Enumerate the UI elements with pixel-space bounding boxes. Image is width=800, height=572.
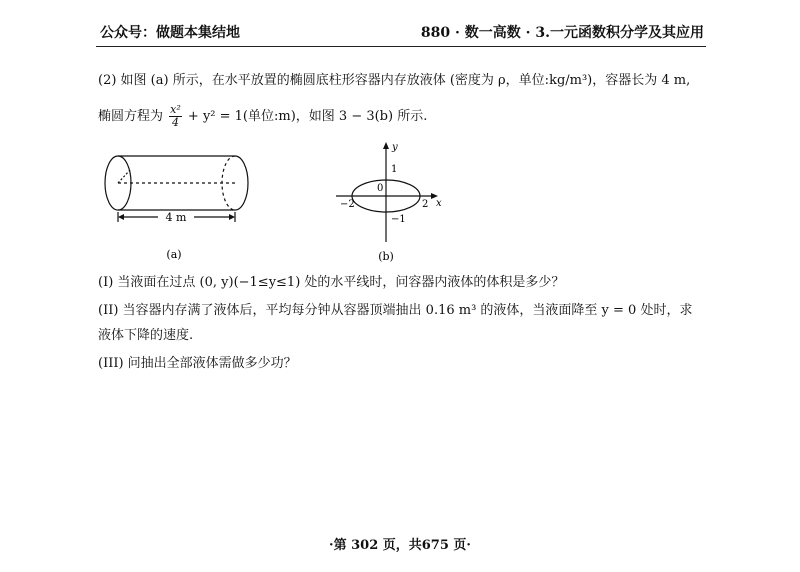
page-footer: ·第 302 页，共675 页· [329, 538, 471, 553]
y-bottom-label: −1 [391, 214, 406, 225]
page-header [96, 22, 706, 47]
header-left-text: 公众号：做题本集结地 [100, 25, 240, 41]
cylinder-inner-dashed [118, 170, 130, 183]
x-axis-label: x [436, 198, 442, 209]
problem-intro-line2 [98, 104, 427, 129]
header-right-text: 880 · 数一高数 · 3.一元函数积分学及其应用 [420, 25, 704, 41]
x-right-label: 2 [422, 199, 429, 210]
origin-label: 0 [377, 183, 384, 194]
dimension-arrow-left [118, 214, 124, 220]
length-label: 4 m [165, 211, 187, 224]
fraction-denominator: 4 [171, 116, 179, 129]
figure-a-cylinder [100, 150, 260, 262]
ellipse-fraction [169, 104, 182, 129]
y-axis-label: y [392, 142, 398, 153]
x-left-label: −2 [340, 199, 355, 210]
y-top-label: 1 [391, 164, 398, 175]
figure-b-ellipse [336, 140, 448, 264]
problem-intro-line1: (2) 如图 (a) 所示，在水平放置的椭圆底柱形容器内存放液体 (密度为 ρ，单位:kg/m³)，容器长为 4 m, [98, 73, 691, 88]
question-2-line2: 液体下降的速度. [98, 328, 194, 343]
intro-line2-suffix: + y² = 1(单位:m)，如图 3 − 3(b) 所示. [187, 109, 428, 124]
question-2-line1: (II) 当容器内存满了液体后，平均每分钟从容器顶端抽出 0.16 m³ 的液体，当液面降至 y = 0 处时，求 [98, 303, 693, 318]
figure-a-caption: (a) [166, 248, 182, 261]
y-axis-arrow [383, 142, 389, 149]
dimension-arrow-right [229, 214, 235, 220]
intro-line2-prefix: 椭圆方程为 [98, 109, 164, 124]
question-3: (III) 问抽出全部液体需做多少功？ [98, 356, 297, 371]
fraction-numerator: x² [170, 103, 181, 116]
cylinder-right-front-arc [235, 156, 248, 210]
figure-b-caption: (b) [378, 250, 394, 263]
question-1: (I) 当液面在过点 (0, y)(−1≤y≤1) 处的水平线时，问容器内液体的体积是多少？ [98, 275, 565, 290]
